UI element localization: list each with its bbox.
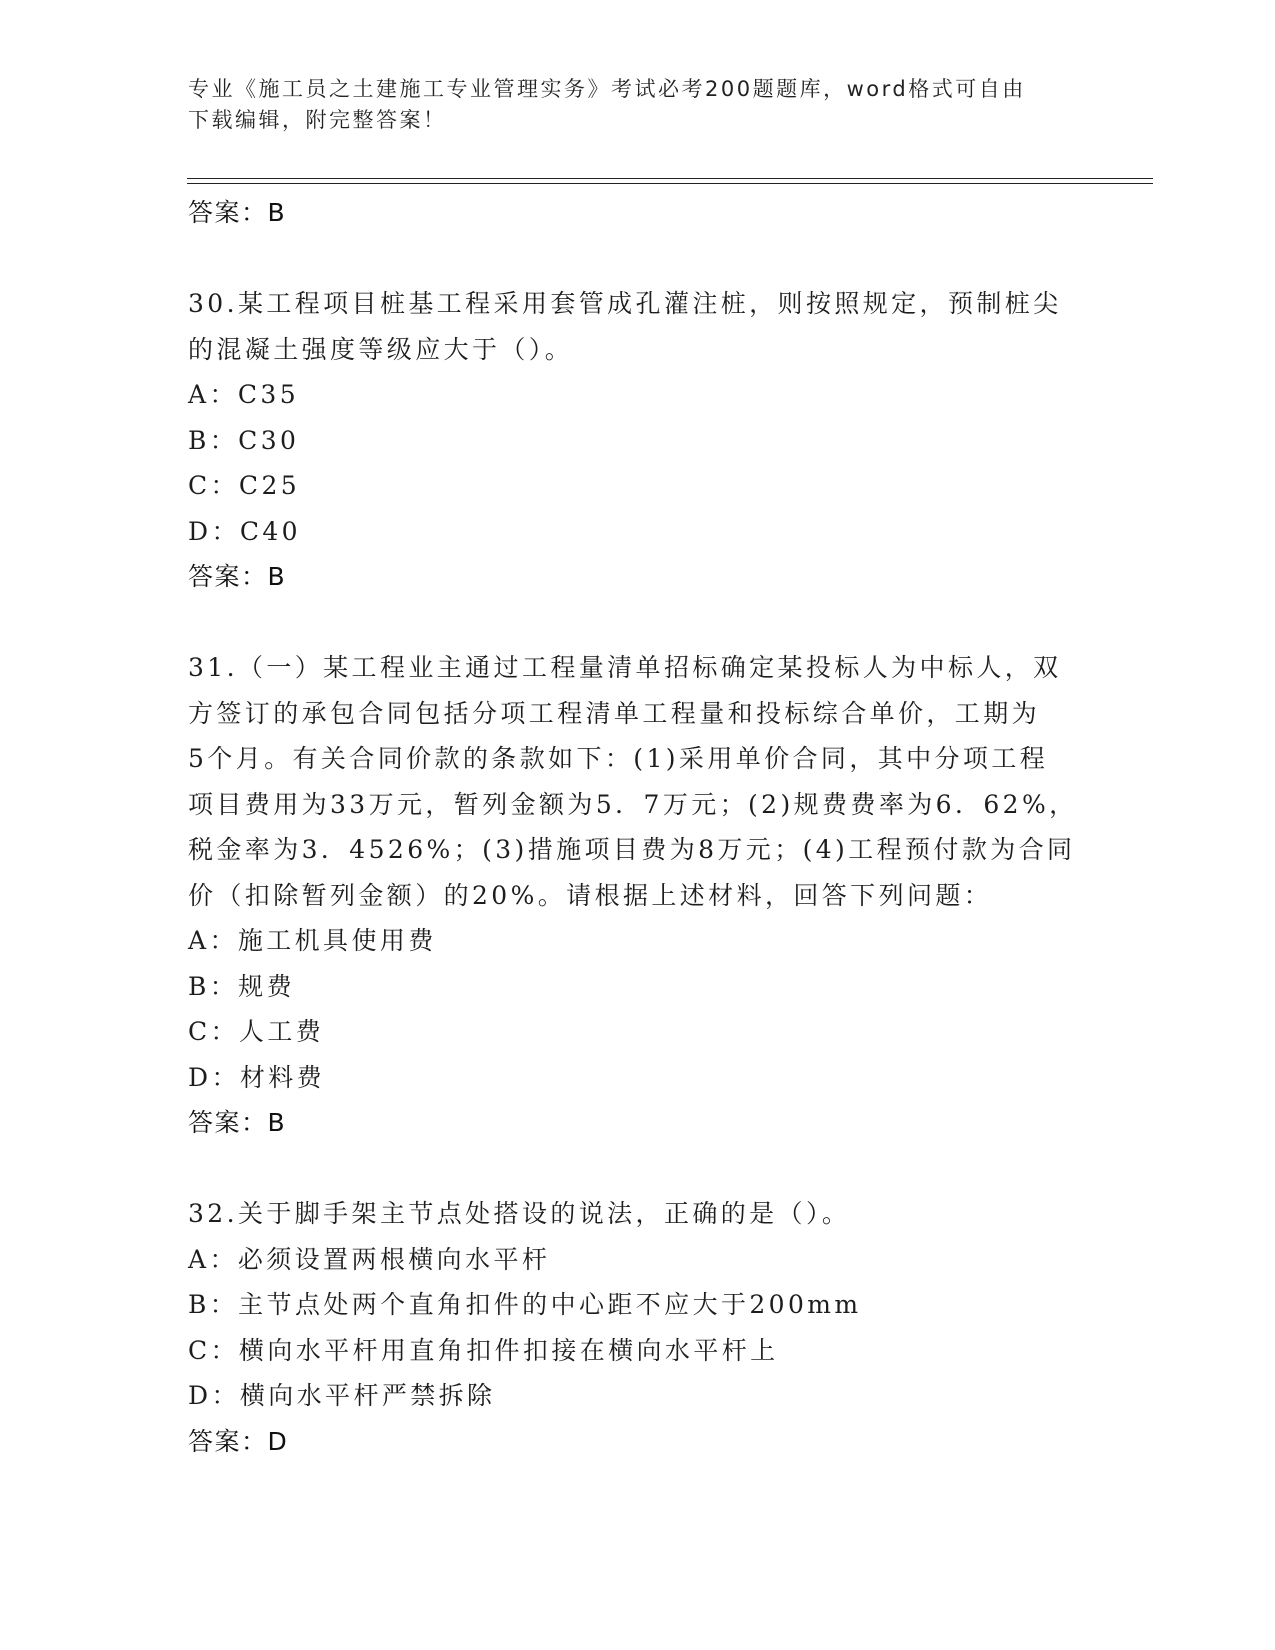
header-line-1: 专业《施工员之土建施工专业管理实务》考试必考200题题库，word格式可自由	[188, 77, 1026, 101]
option-c: C：C25	[188, 471, 301, 500]
option-b: B：C30	[188, 425, 300, 455]
answer: 答案：D	[188, 1426, 289, 1456]
option-a: A：必须设置两根横向水平杆	[188, 1244, 551, 1274]
option-d: D：横向水平杆严禁拆除	[188, 1381, 496, 1410]
question-text-line: 项目费用为33万元，暂列金额为5．7万元；(2)规费费率为6．62%，	[188, 789, 1078, 819]
answer: 答案：B	[188, 1108, 287, 1137]
question-31	[188, 645, 1088, 1146]
option-a: A：C35	[188, 380, 299, 409]
header-line-2: 下载编辑，附完整答案！	[188, 108, 447, 132]
spacer	[188, 1146, 1088, 1192]
question-text-line: 30.某工程项目桩基工程采用套管成孔灌注桩，则按照规定，预制桩尖	[188, 289, 1062, 318]
question-text-line: 32.关于脚手架主节点处搭设的说法，正确的是（）。	[188, 1199, 851, 1228]
spacer	[188, 600, 1088, 646]
option-c: C：人工费	[188, 1017, 325, 1046]
document-header	[188, 74, 1068, 136]
option-d: D：C40	[188, 516, 301, 546]
option-a: A：施工机具使用费	[188, 926, 437, 955]
question-text-line: 价（扣除暂列金额）的20%。请根据上述材料，回答下列问题：	[188, 880, 993, 910]
question-30	[188, 281, 1088, 600]
option-b: B：规费	[188, 971, 295, 1001]
spacer	[188, 236, 1088, 282]
header-divider-top	[187, 178, 1153, 179]
question-text-line: 31.（一）某工程业主通过工程量清单招标确定某投标人为中标人，双	[188, 653, 1062, 682]
question-text-line: 5个月。有关合同价款的条款如下：(1)采用单价合同，其中分项工程	[188, 744, 1049, 773]
option-d: D：材料费	[188, 1062, 326, 1092]
question-text-line: 的混凝土强度等级应大于（）。	[188, 334, 574, 364]
answer: 答案：B	[188, 562, 287, 591]
option-c: C：横向水平杆用直角扣件扣接在横向水平杆上	[188, 1335, 779, 1365]
question-list	[188, 190, 1088, 1464]
option-b: B：主节点处两个直角扣件的中心距不应大于200mm	[188, 1290, 862, 1319]
question-text-line: 税金率为3．4526%；(3)措施项目费为8万元；(4)工程预付款为合同	[188, 835, 1076, 864]
question-32	[188, 1191, 1088, 1464]
answer-previous: 答案：B	[188, 198, 287, 227]
header-divider-bottom	[187, 183, 1153, 184]
question-text-line: 方签订的承包合同包括分项工程清单工程量和投标综合单价，工期为	[188, 698, 1041, 728]
